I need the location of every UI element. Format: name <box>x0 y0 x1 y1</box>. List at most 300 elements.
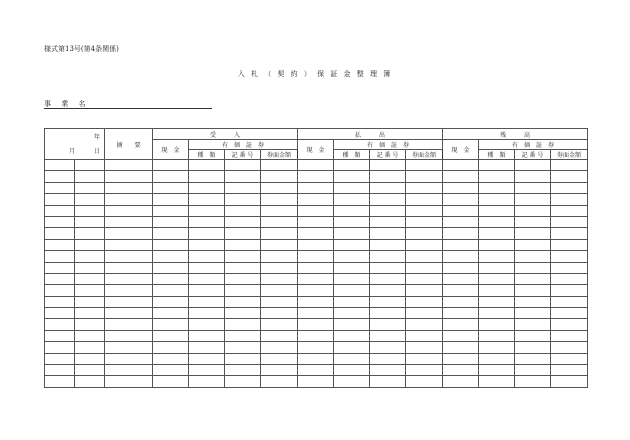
table-cell[interactable] <box>406 273 443 284</box>
table-cell[interactable] <box>443 285 479 296</box>
table-cell[interactable] <box>479 353 515 364</box>
table-cell[interactable] <box>479 171 515 182</box>
table-cell[interactable] <box>551 228 588 239</box>
table-cell[interactable] <box>443 239 479 250</box>
table-cell[interactable] <box>370 273 406 284</box>
table-cell[interactable] <box>45 262 75 273</box>
table-cell[interactable] <box>551 239 588 250</box>
table-cell[interactable] <box>225 228 261 239</box>
table-cell[interactable] <box>298 285 334 296</box>
table-cell[interactable] <box>515 273 551 284</box>
table-cell[interactable] <box>515 296 551 307</box>
table-cell[interactable] <box>261 205 298 216</box>
table-cell[interactable] <box>189 216 225 227</box>
table-cell[interactable] <box>189 308 225 319</box>
table-cell[interactable] <box>298 216 334 227</box>
table-cell[interactable] <box>334 194 370 205</box>
table-cell[interactable] <box>189 251 225 262</box>
table-cell[interactable] <box>153 262 189 273</box>
table-cell[interactable] <box>105 319 153 330</box>
table-cell[interactable] <box>153 376 189 387</box>
table-cell[interactable] <box>261 251 298 262</box>
table-cell[interactable] <box>225 376 261 387</box>
table-cell[interactable] <box>261 171 298 182</box>
table-cell[interactable] <box>515 205 551 216</box>
table-cell[interactable] <box>370 262 406 273</box>
table-cell[interactable] <box>45 376 75 387</box>
table-cell[interactable] <box>153 342 189 353</box>
table-cell[interactable] <box>443 342 479 353</box>
table-cell[interactable] <box>189 205 225 216</box>
table-cell[interactable] <box>189 262 225 273</box>
table-cell[interactable] <box>105 216 153 227</box>
table-cell[interactable] <box>261 285 298 296</box>
table-cell[interactable] <box>261 239 298 250</box>
table-cell[interactable] <box>153 353 189 364</box>
table-cell[interactable] <box>551 182 588 193</box>
table-cell[interactable] <box>261 262 298 273</box>
table-cell[interactable] <box>515 285 551 296</box>
table-cell[interactable] <box>334 342 370 353</box>
table-cell[interactable] <box>75 205 105 216</box>
table-cell[interactable] <box>45 330 75 341</box>
table-cell[interactable] <box>105 296 153 307</box>
table-cell[interactable] <box>75 365 105 376</box>
table-cell[interactable] <box>298 171 334 182</box>
table-cell[interactable] <box>75 330 105 341</box>
table-cell[interactable] <box>479 319 515 330</box>
table-cell[interactable] <box>406 216 443 227</box>
table-cell[interactable] <box>189 319 225 330</box>
table-cell[interactable] <box>261 296 298 307</box>
table-cell[interactable] <box>105 182 153 193</box>
table-cell[interactable] <box>406 365 443 376</box>
table-cell[interactable] <box>298 319 334 330</box>
table-cell[interactable] <box>105 353 153 364</box>
table-cell[interactable] <box>551 194 588 205</box>
table-cell[interactable] <box>153 296 189 307</box>
table-cell[interactable] <box>334 262 370 273</box>
table-cell[interactable] <box>443 251 479 262</box>
table-cell[interactable] <box>551 308 588 319</box>
table-cell[interactable] <box>75 376 105 387</box>
table-cell[interactable] <box>515 251 551 262</box>
table-cell[interactable] <box>443 365 479 376</box>
table-cell[interactable] <box>370 251 406 262</box>
table-cell[interactable] <box>153 330 189 341</box>
table-cell[interactable] <box>298 205 334 216</box>
table-cell[interactable] <box>479 296 515 307</box>
table-cell[interactable] <box>479 330 515 341</box>
table-cell[interactable] <box>370 330 406 341</box>
table-cell[interactable] <box>479 205 515 216</box>
table-cell[interactable] <box>105 160 153 171</box>
table-cell[interactable] <box>45 273 75 284</box>
table-cell[interactable] <box>261 216 298 227</box>
table-cell[interactable] <box>334 228 370 239</box>
table-cell[interactable] <box>105 342 153 353</box>
table-cell[interactable] <box>479 273 515 284</box>
table-cell[interactable] <box>370 171 406 182</box>
table-cell[interactable] <box>45 171 75 182</box>
table-cell[interactable] <box>261 353 298 364</box>
table-cell[interactable] <box>45 182 75 193</box>
table-cell[interactable] <box>153 171 189 182</box>
table-cell[interactable] <box>443 262 479 273</box>
table-cell[interactable] <box>153 216 189 227</box>
table-cell[interactable] <box>443 330 479 341</box>
table-cell[interactable] <box>75 353 105 364</box>
table-cell[interactable] <box>298 251 334 262</box>
table-cell[interactable] <box>225 365 261 376</box>
table-cell[interactable] <box>334 308 370 319</box>
table-cell[interactable] <box>334 365 370 376</box>
table-cell[interactable] <box>551 262 588 273</box>
table-cell[interactable] <box>189 171 225 182</box>
table-cell[interactable] <box>261 160 298 171</box>
table-cell[interactable] <box>45 228 75 239</box>
table-cell[interactable] <box>105 262 153 273</box>
table-cell[interactable] <box>443 273 479 284</box>
table-cell[interactable] <box>261 273 298 284</box>
table-cell[interactable] <box>406 330 443 341</box>
table-cell[interactable] <box>370 239 406 250</box>
table-cell[interactable] <box>334 273 370 284</box>
table-cell[interactable] <box>45 308 75 319</box>
table-cell[interactable] <box>225 205 261 216</box>
table-cell[interactable] <box>105 365 153 376</box>
table-cell[interactable] <box>551 205 588 216</box>
table-cell[interactable] <box>406 296 443 307</box>
table-cell[interactable] <box>334 285 370 296</box>
table-cell[interactable] <box>443 194 479 205</box>
table-cell[interactable] <box>298 239 334 250</box>
table-cell[interactable] <box>153 160 189 171</box>
table-cell[interactable] <box>515 330 551 341</box>
table-cell[interactable] <box>105 239 153 250</box>
table-cell[interactable] <box>75 239 105 250</box>
table-cell[interactable] <box>298 308 334 319</box>
table-cell[interactable] <box>298 228 334 239</box>
table-cell[interactable] <box>75 342 105 353</box>
table-cell[interactable] <box>479 342 515 353</box>
table-cell[interactable] <box>153 251 189 262</box>
table-cell[interactable] <box>370 296 406 307</box>
table-cell[interactable] <box>45 216 75 227</box>
table-cell[interactable] <box>443 296 479 307</box>
table-cell[interactable] <box>298 296 334 307</box>
table-cell[interactable] <box>515 342 551 353</box>
table-cell[interactable] <box>370 353 406 364</box>
table-cell[interactable] <box>479 194 515 205</box>
table-cell[interactable] <box>189 376 225 387</box>
table-cell[interactable] <box>45 285 75 296</box>
table-cell[interactable] <box>225 285 261 296</box>
table-cell[interactable] <box>443 182 479 193</box>
table-cell[interactable] <box>334 376 370 387</box>
table-cell[interactable] <box>334 319 370 330</box>
table-cell[interactable] <box>370 376 406 387</box>
table-cell[interactable] <box>75 171 105 182</box>
table-cell[interactable] <box>153 365 189 376</box>
table-cell[interactable] <box>443 319 479 330</box>
table-cell[interactable] <box>261 194 298 205</box>
table-cell[interactable] <box>334 216 370 227</box>
table-cell[interactable] <box>298 353 334 364</box>
table-cell[interactable] <box>406 285 443 296</box>
table-cell[interactable] <box>298 330 334 341</box>
table-cell[interactable] <box>189 194 225 205</box>
table-cell[interactable] <box>479 262 515 273</box>
table-cell[interactable] <box>370 342 406 353</box>
table-cell[interactable] <box>515 182 551 193</box>
table-cell[interactable] <box>45 353 75 364</box>
table-cell[interactable] <box>479 228 515 239</box>
table-cell[interactable] <box>225 160 261 171</box>
table-cell[interactable] <box>225 319 261 330</box>
table-cell[interactable] <box>153 228 189 239</box>
business-name-row[interactable] <box>44 99 212 109</box>
table-cell[interactable] <box>189 228 225 239</box>
table-cell[interactable] <box>406 228 443 239</box>
table-cell[interactable] <box>298 365 334 376</box>
table-cell[interactable] <box>515 376 551 387</box>
table-cell[interactable] <box>443 353 479 364</box>
table-cell[interactable] <box>45 239 75 250</box>
table-cell[interactable] <box>370 216 406 227</box>
table-cell[interactable] <box>153 319 189 330</box>
table-cell[interactable] <box>370 160 406 171</box>
table-cell[interactable] <box>189 160 225 171</box>
table-cell[interactable] <box>515 262 551 273</box>
table-cell[interactable] <box>551 319 588 330</box>
table-cell[interactable] <box>298 160 334 171</box>
table-cell[interactable] <box>105 171 153 182</box>
table-cell[interactable] <box>45 342 75 353</box>
table-cell[interactable] <box>370 319 406 330</box>
table-cell[interactable] <box>551 251 588 262</box>
table-cell[interactable] <box>479 182 515 193</box>
table-cell[interactable] <box>75 273 105 284</box>
table-cell[interactable] <box>105 194 153 205</box>
table-cell[interactable] <box>334 251 370 262</box>
table-cell[interactable] <box>406 262 443 273</box>
table-cell[interactable] <box>551 160 588 171</box>
table-cell[interactable] <box>479 285 515 296</box>
table-cell[interactable] <box>479 160 515 171</box>
table-cell[interactable] <box>189 353 225 364</box>
table-cell[interactable] <box>479 308 515 319</box>
table-cell[interactable] <box>189 365 225 376</box>
table-cell[interactable] <box>189 330 225 341</box>
table-cell[interactable] <box>153 239 189 250</box>
table-cell[interactable] <box>370 205 406 216</box>
table-cell[interactable] <box>45 251 75 262</box>
table-cell[interactable] <box>153 273 189 284</box>
table-cell[interactable] <box>225 171 261 182</box>
table-cell[interactable] <box>370 182 406 193</box>
table-cell[interactable] <box>515 216 551 227</box>
table-cell[interactable] <box>406 376 443 387</box>
table-cell[interactable] <box>479 239 515 250</box>
table-cell[interactable] <box>105 273 153 284</box>
table-cell[interactable] <box>515 239 551 250</box>
table-cell[interactable] <box>406 182 443 193</box>
table-cell[interactable] <box>370 308 406 319</box>
table-cell[interactable] <box>406 171 443 182</box>
table-cell[interactable] <box>75 216 105 227</box>
table-cell[interactable] <box>406 342 443 353</box>
table-cell[interactable] <box>551 285 588 296</box>
table-cell[interactable] <box>75 285 105 296</box>
table-cell[interactable] <box>153 205 189 216</box>
table-cell[interactable] <box>75 182 105 193</box>
table-cell[interactable] <box>551 376 588 387</box>
table-cell[interactable] <box>105 330 153 341</box>
table-cell[interactable] <box>370 194 406 205</box>
table-cell[interactable] <box>225 330 261 341</box>
table-cell[interactable] <box>261 365 298 376</box>
table-cell[interactable] <box>443 308 479 319</box>
table-cell[interactable] <box>225 342 261 353</box>
table-cell[interactable] <box>515 365 551 376</box>
table-cell[interactable] <box>105 308 153 319</box>
table-cell[interactable] <box>479 251 515 262</box>
table-cell[interactable] <box>75 251 105 262</box>
table-cell[interactable] <box>261 342 298 353</box>
table-cell[interactable] <box>551 342 588 353</box>
table-cell[interactable] <box>225 296 261 307</box>
table-cell[interactable] <box>334 353 370 364</box>
table-cell[interactable] <box>75 160 105 171</box>
table-cell[interactable] <box>189 239 225 250</box>
table-cell[interactable] <box>479 365 515 376</box>
table-cell[interactable] <box>551 296 588 307</box>
table-cell[interactable] <box>406 251 443 262</box>
table-cell[interactable] <box>153 194 189 205</box>
table-cell[interactable] <box>334 239 370 250</box>
table-cell[interactable] <box>153 182 189 193</box>
table-cell[interactable] <box>551 330 588 341</box>
table-cell[interactable] <box>443 171 479 182</box>
table-cell[interactable] <box>298 342 334 353</box>
table-cell[interactable] <box>298 182 334 193</box>
table-cell[interactable] <box>406 319 443 330</box>
table-cell[interactable] <box>45 319 75 330</box>
table-cell[interactable] <box>261 376 298 387</box>
table-cell[interactable] <box>45 296 75 307</box>
table-cell[interactable] <box>334 296 370 307</box>
table-cell[interactable] <box>443 228 479 239</box>
table-cell[interactable] <box>406 308 443 319</box>
table-cell[interactable] <box>189 296 225 307</box>
table-cell[interactable] <box>334 182 370 193</box>
table-cell[interactable] <box>515 319 551 330</box>
table-cell[interactable] <box>551 273 588 284</box>
table-cell[interactable] <box>105 251 153 262</box>
table-cell[interactable] <box>370 365 406 376</box>
table-cell[interactable] <box>261 330 298 341</box>
table-cell[interactable] <box>515 171 551 182</box>
table-cell[interactable] <box>370 228 406 239</box>
table-cell[interactable] <box>75 319 105 330</box>
table-cell[interactable] <box>443 205 479 216</box>
table-cell[interactable] <box>334 330 370 341</box>
table-cell[interactable] <box>551 216 588 227</box>
table-cell[interactable] <box>153 308 189 319</box>
table-cell[interactable] <box>105 376 153 387</box>
table-cell[interactable] <box>551 365 588 376</box>
table-cell[interactable] <box>261 228 298 239</box>
table-cell[interactable] <box>443 160 479 171</box>
table-cell[interactable] <box>45 365 75 376</box>
table-cell[interactable] <box>75 296 105 307</box>
table-cell[interactable] <box>225 353 261 364</box>
table-cell[interactable] <box>75 194 105 205</box>
table-cell[interactable] <box>105 228 153 239</box>
table-cell[interactable] <box>225 182 261 193</box>
table-cell[interactable] <box>45 194 75 205</box>
table-cell[interactable] <box>75 308 105 319</box>
table-cell[interactable] <box>261 319 298 330</box>
table-cell[interactable] <box>189 342 225 353</box>
table-cell[interactable] <box>406 205 443 216</box>
table-cell[interactable] <box>515 353 551 364</box>
table-cell[interactable] <box>443 376 479 387</box>
table-cell[interactable] <box>515 160 551 171</box>
table-cell[interactable] <box>551 353 588 364</box>
table-cell[interactable] <box>515 228 551 239</box>
table-cell[interactable] <box>225 273 261 284</box>
table-cell[interactable] <box>45 205 75 216</box>
table-cell[interactable] <box>334 171 370 182</box>
table-cell[interactable] <box>75 262 105 273</box>
table-cell[interactable] <box>225 251 261 262</box>
table-cell[interactable] <box>406 353 443 364</box>
table-cell[interactable] <box>479 376 515 387</box>
table-cell[interactable] <box>515 308 551 319</box>
table-cell[interactable] <box>225 308 261 319</box>
table-cell[interactable] <box>479 216 515 227</box>
table-cell[interactable] <box>189 182 225 193</box>
table-cell[interactable] <box>225 239 261 250</box>
table-cell[interactable] <box>298 194 334 205</box>
table-cell[interactable] <box>443 216 479 227</box>
table-cell[interactable] <box>261 308 298 319</box>
table-cell[interactable] <box>406 160 443 171</box>
table-cell[interactable] <box>261 182 298 193</box>
table-cell[interactable] <box>515 194 551 205</box>
table-cell[interactable] <box>298 376 334 387</box>
table-cell[interactable] <box>225 262 261 273</box>
table-cell[interactable] <box>406 239 443 250</box>
table-cell[interactable] <box>189 273 225 284</box>
table-cell[interactable] <box>370 285 406 296</box>
table-cell[interactable] <box>105 285 153 296</box>
table-cell[interactable] <box>45 160 75 171</box>
table-cell[interactable] <box>75 228 105 239</box>
table-cell[interactable] <box>298 273 334 284</box>
table-cell[interactable] <box>334 160 370 171</box>
table-cell[interactable] <box>334 205 370 216</box>
table-cell[interactable] <box>105 205 153 216</box>
table-cell[interactable] <box>298 262 334 273</box>
table-cell[interactable] <box>551 171 588 182</box>
table-cell[interactable] <box>225 216 261 227</box>
table-cell[interactable] <box>153 285 189 296</box>
table-cell[interactable] <box>189 285 225 296</box>
table-cell[interactable] <box>406 194 443 205</box>
